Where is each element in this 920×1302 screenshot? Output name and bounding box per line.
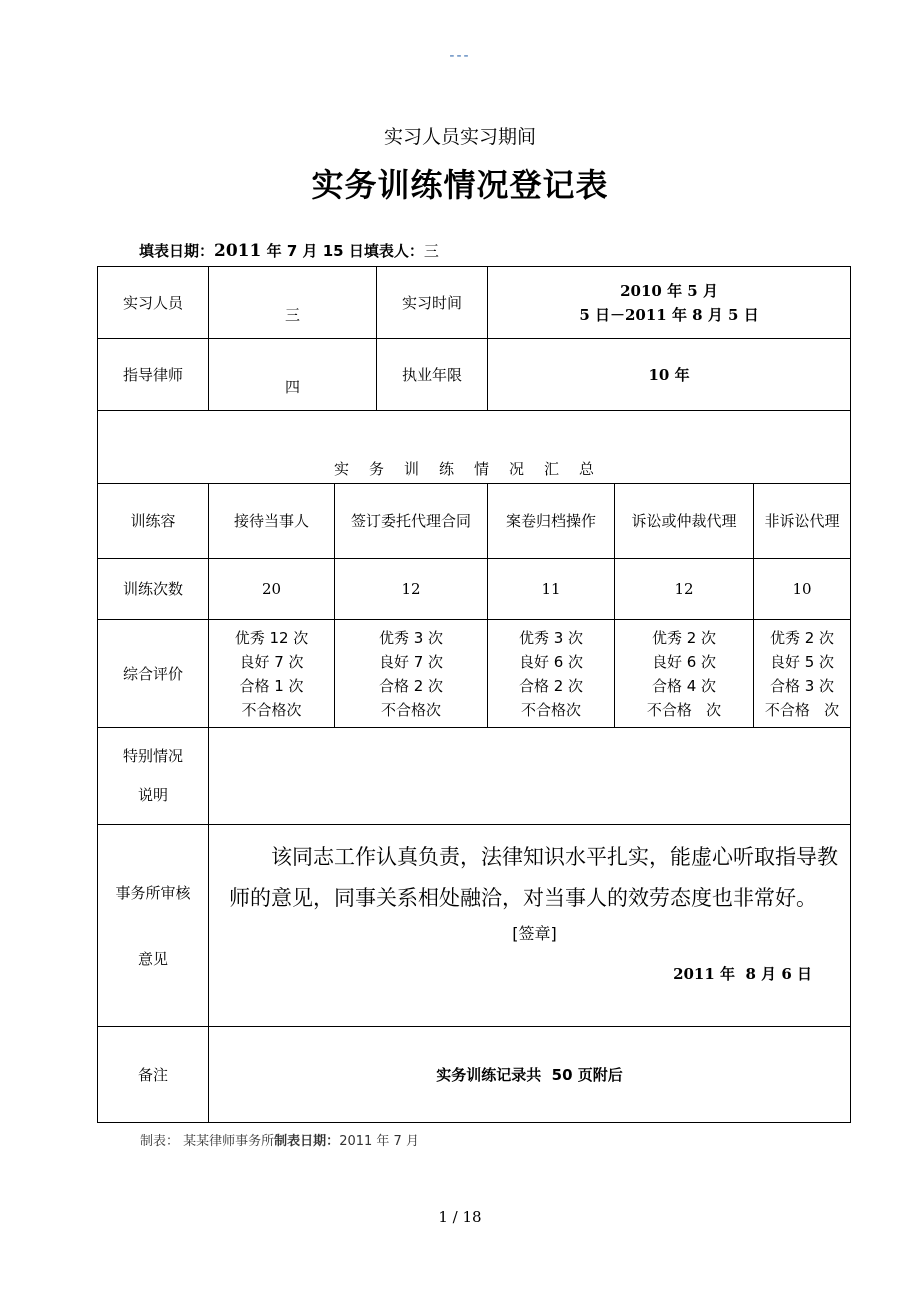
special-label-line1: 特别情况 — [122, 747, 183, 765]
period-line2: 5 日－2011 年 8 月 5 日 — [579, 305, 759, 324]
fill-year-unit: 年 — [266, 242, 282, 260]
count-cell: 20 — [209, 559, 335, 620]
fill-date-label: 填表日期： — [139, 242, 215, 260]
mentor-row — [98, 339, 851, 411]
page-title: 实务训练情况登记表 — [311, 166, 609, 204]
eval-line: 优秀 3 次 — [518, 628, 584, 647]
eval-line: 良好 5 次 — [769, 652, 835, 671]
eval-cell — [615, 620, 754, 728]
category-cell: 诉讼或仲裁代理 — [615, 484, 754, 559]
category-cell: 非诉讼代理 — [754, 484, 851, 559]
eval-line: 优秀 3 次 — [378, 628, 444, 647]
page-subtitle: 实习人员实习期间 — [383, 126, 536, 148]
count-cell: 10 — [754, 559, 851, 620]
fill-day: 15 — [322, 242, 344, 260]
intern-label: 实习人员 — [98, 267, 209, 339]
period-line1: 2010 年 5 月 — [620, 281, 718, 300]
eval-line: 不合格次 — [381, 700, 442, 719]
special-content — [209, 728, 851, 825]
years-label: 执业年限 — [377, 339, 488, 411]
filler-label: 填表人： — [363, 242, 424, 260]
count-cell: 12 — [335, 559, 488, 620]
summary-title-row — [98, 411, 851, 484]
evaluation-row — [98, 620, 851, 728]
summary-title: 实务训练情况汇总 — [98, 411, 851, 484]
eval-line: 良好 7 次 — [239, 652, 304, 671]
special-label-line2: 说明 — [137, 786, 168, 804]
review-date: 2011 年 8 月 6 日 — [673, 965, 813, 984]
fill-month: 7 — [286, 242, 298, 260]
eval-cell — [335, 620, 488, 728]
notes-label: 备注 — [98, 1027, 209, 1123]
review-label-line2: 意见 — [137, 949, 168, 968]
intern-value: 三 — [209, 267, 377, 339]
review-row — [98, 825, 851, 1027]
seal-mark: [签章] — [512, 923, 557, 943]
eval-line: 不合格 次 — [646, 700, 722, 719]
eval-line: 合格 1 次 — [239, 676, 304, 695]
special-label — [98, 728, 209, 825]
review-label-line1: 事务所审核 — [115, 883, 191, 902]
eval-label: 综合评价 — [98, 620, 209, 728]
review-label — [98, 825, 209, 1027]
eval-line: 合格 4 次 — [651, 676, 717, 695]
category-cell: 接待当事人 — [209, 484, 335, 559]
eval-line: 良好 6 次 — [518, 652, 584, 671]
eval-cell — [754, 620, 851, 728]
eval-line: 优秀 2 次 — [651, 628, 717, 647]
review-text: 该同志工作认真负责，法律知识水平扎实，能虚心听取指导教师的意见，同事关系相处融洽，对当事人的效劳态度也非常好。 — [229, 845, 838, 910]
eval-line: 合格 2 次 — [378, 676, 444, 695]
eval-cell — [488, 620, 615, 728]
maker-name: 某某律师事务所 — [183, 1134, 275, 1149]
period-value — [488, 267, 851, 339]
special-row — [98, 728, 851, 825]
eval-line: 优秀 2 次 — [769, 628, 835, 647]
years-value: 10 年 — [488, 339, 851, 411]
maker-label: 制表： — [140, 1134, 180, 1149]
fill-day-unit: 日 — [348, 242, 364, 260]
eval-line: 良好 6 次 — [651, 652, 717, 671]
filler-name: 三 — [423, 242, 439, 260]
eval-line: 不合格 次 — [764, 700, 840, 719]
fill-month-unit: 月 — [302, 242, 318, 260]
page-number: 1 / 18 — [438, 1208, 482, 1226]
notes-content: 实务训练记录共 50 页附后 — [209, 1027, 851, 1123]
eval-line: 优秀 12 次 — [234, 628, 309, 647]
registration-table — [97, 266, 851, 1123]
footer-date-label: 制表日期： — [274, 1134, 340, 1149]
eval-line: 不合格次 — [241, 700, 302, 719]
notes-row — [98, 1027, 851, 1123]
categories-row — [98, 484, 851, 559]
header-mark: --- — [449, 48, 471, 64]
count-label: 训练次数 — [98, 559, 209, 620]
count-cell: 12 — [615, 559, 754, 620]
mentor-label: 指导律师 — [98, 339, 209, 411]
eval-line: 合格 3 次 — [769, 676, 835, 695]
mentor-value: 四 — [209, 339, 377, 411]
eval-line: 良好 7 次 — [378, 652, 444, 671]
fill-info-line — [139, 240, 439, 261]
fill-year: 2011 — [214, 241, 262, 261]
count-cell: 11 — [488, 559, 615, 620]
eval-cell — [209, 620, 335, 728]
counts-row — [98, 559, 851, 620]
footer-date: 2011 年 7 月 — [339, 1134, 419, 1149]
eval-line: 合格 2 次 — [518, 676, 584, 695]
review-content — [209, 825, 851, 1027]
category-cell: 签订委托代理合同 — [335, 484, 488, 559]
category-cell: 案卷归档操作 — [488, 484, 615, 559]
period-label: 实习时间 — [377, 267, 488, 339]
footer-note — [140, 1130, 419, 1149]
intern-row — [98, 267, 851, 339]
eval-line: 不合格次 — [521, 700, 582, 719]
training-header-label: 训练容 — [98, 484, 209, 559]
